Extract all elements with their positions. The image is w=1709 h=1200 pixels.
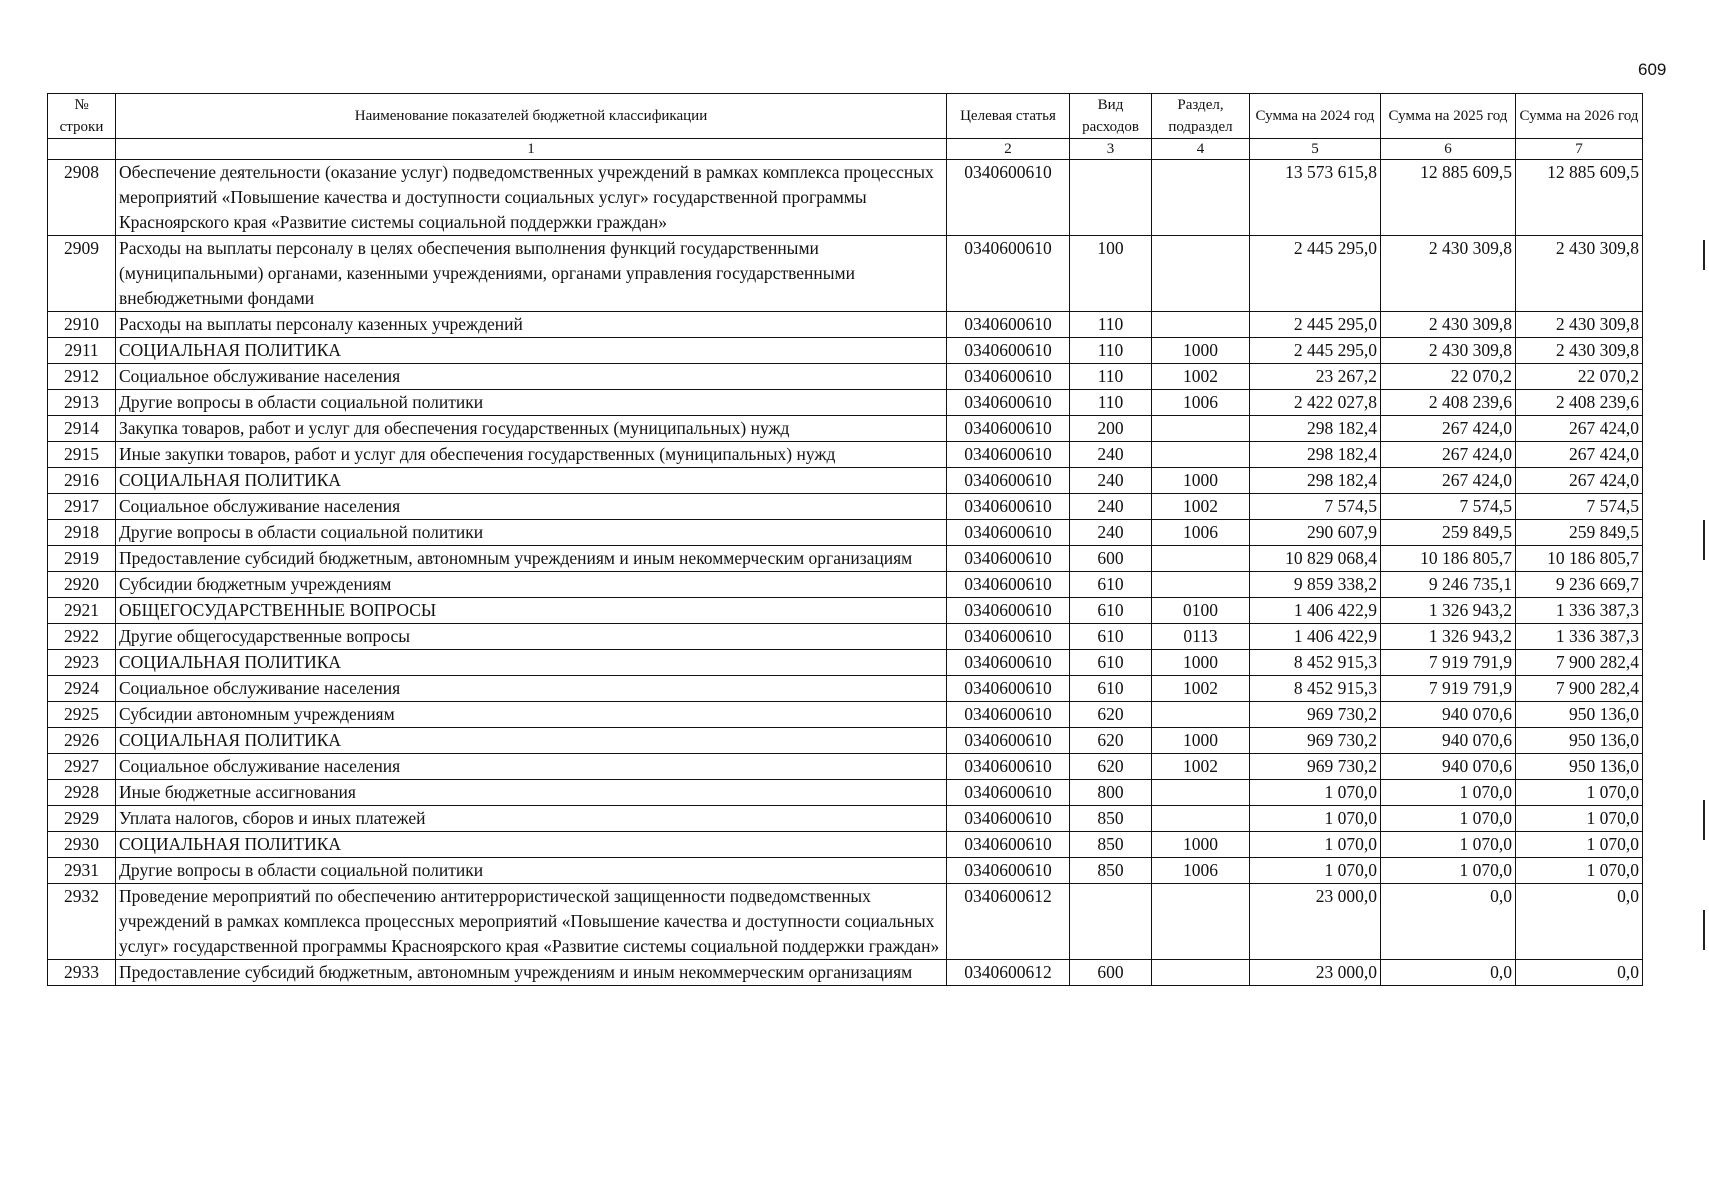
row-expense-type: 620 [1070, 728, 1152, 754]
row-section: 1000 [1152, 650, 1250, 676]
row-number: 2929 [48, 806, 116, 832]
row-amount-2024: 1 070,0 [1250, 832, 1381, 858]
colnum: 7 [1516, 139, 1643, 160]
table-row [48, 676, 1643, 702]
row-section: 1002 [1152, 676, 1250, 702]
row-expense-type: 240 [1070, 442, 1152, 468]
row-expense-type: 610 [1070, 624, 1152, 650]
row-name: Социальное обслуживание населения [116, 364, 947, 390]
row-section: 1006 [1152, 858, 1250, 884]
row-name: Другие вопросы в области социальной политики [116, 858, 947, 884]
row-target-article: 0340600610 [947, 572, 1070, 598]
row-section: 1000 [1152, 338, 1250, 364]
row-section [1152, 416, 1250, 442]
row-name: Проведение мероприятий по обеспечению антитеррористической защищенности подведомственных учреждений в рамках комплекса процессных мероприятий «Повышение качества и доступности социальных услуг» государственной программы Красноярского края «Развитие системы социальной поддержки граждан» [116, 884, 947, 960]
row-amount-2024: 7 574,5 [1250, 494, 1381, 520]
table-row [48, 236, 1643, 312]
row-amount-2026: 9 236 669,7 [1516, 572, 1643, 598]
row-amount-2024: 298 182,4 [1250, 416, 1381, 442]
row-amount-2025: 267 424,0 [1381, 468, 1516, 494]
table-row [48, 884, 1643, 960]
row-target-article: 0340600610 [947, 390, 1070, 416]
table-row [48, 960, 1643, 986]
row-amount-2025: 940 070,6 [1381, 702, 1516, 728]
row-expense-type: 240 [1070, 520, 1152, 546]
header-amount-2025: Сумма на 2025 год [1381, 94, 1516, 139]
header-section: Раздел, подраздел [1152, 94, 1250, 139]
row-expense-type: 610 [1070, 598, 1152, 624]
row-name: Расходы на выплаты персоналу в целях обеспечения выполнения функций государственными (муниципальными) органами, казенными учреждениями, органами управления государственными внебюджетными фондами [116, 236, 947, 312]
row-number: 2918 [48, 520, 116, 546]
row-target-article: 0340600610 [947, 468, 1070, 494]
row-number: 2923 [48, 650, 116, 676]
row-number: 2914 [48, 416, 116, 442]
row-section [1152, 780, 1250, 806]
row-amount-2024: 2 445 295,0 [1250, 312, 1381, 338]
row-expense-type: 850 [1070, 832, 1152, 858]
row-amount-2026: 12 885 609,5 [1516, 160, 1643, 236]
row-target-article: 0340600610 [947, 442, 1070, 468]
row-amount-2025: 12 885 609,5 [1381, 160, 1516, 236]
row-name: Социальное обслуживание населения [116, 494, 947, 520]
header-name: Наименование показателей бюджетной классификации [116, 94, 947, 139]
row-target-article: 0340600610 [947, 160, 1070, 236]
colnum-blank [48, 139, 116, 160]
row-amount-2024: 1 406 422,9 [1250, 598, 1381, 624]
row-amount-2024: 1 070,0 [1250, 806, 1381, 832]
table-row [48, 416, 1643, 442]
row-amount-2025: 0,0 [1381, 884, 1516, 960]
table-header-row [48, 94, 1643, 139]
row-amount-2026: 7 900 282,4 [1516, 676, 1643, 702]
row-target-article: 0340600610 [947, 780, 1070, 806]
scan-edge-mark [1703, 520, 1705, 560]
row-amount-2026: 267 424,0 [1516, 468, 1643, 494]
row-name: ОБЩЕГОСУДАРСТВЕННЫЕ ВОПРОСЫ [116, 598, 947, 624]
row-target-article: 0340600610 [947, 546, 1070, 572]
row-amount-2025: 1 070,0 [1381, 806, 1516, 832]
table-body [48, 160, 1643, 986]
row-amount-2026: 10 186 805,7 [1516, 546, 1643, 572]
row-target-article: 0340600610 [947, 598, 1070, 624]
row-expense-type: 610 [1070, 572, 1152, 598]
row-amount-2026: 2 430 309,8 [1516, 338, 1643, 364]
row-section [1152, 236, 1250, 312]
row-section: 1000 [1152, 468, 1250, 494]
row-amount-2025: 9 246 735,1 [1381, 572, 1516, 598]
table-row [48, 572, 1643, 598]
row-number: 2908 [48, 160, 116, 236]
column-number-row [48, 139, 1643, 160]
table-row [48, 754, 1643, 780]
scan-edge-mark [1703, 910, 1705, 950]
row-amount-2026: 267 424,0 [1516, 442, 1643, 468]
row-target-article: 0340600610 [947, 236, 1070, 312]
row-target-article: 0340600610 [947, 676, 1070, 702]
row-number: 2932 [48, 884, 116, 960]
row-expense-type: 100 [1070, 236, 1152, 312]
row-expense-type: 800 [1070, 780, 1152, 806]
row-expense-type: 200 [1070, 416, 1152, 442]
row-amount-2025: 0,0 [1381, 960, 1516, 986]
row-expense-type: 850 [1070, 806, 1152, 832]
row-target-article: 0340600610 [947, 806, 1070, 832]
table-row [48, 364, 1643, 390]
row-target-article: 0340600610 [947, 754, 1070, 780]
row-number: 2930 [48, 832, 116, 858]
row-target-article: 0340600610 [947, 312, 1070, 338]
row-section [1152, 702, 1250, 728]
row-name: Другие вопросы в области социальной политики [116, 520, 947, 546]
row-expense-type [1070, 884, 1152, 960]
row-amount-2024: 10 829 068,4 [1250, 546, 1381, 572]
row-section [1152, 806, 1250, 832]
colnum: 2 [947, 139, 1070, 160]
row-amount-2025: 1 070,0 [1381, 858, 1516, 884]
row-amount-2025: 259 849,5 [1381, 520, 1516, 546]
row-expense-type: 110 [1070, 338, 1152, 364]
row-amount-2024: 2 422 027,8 [1250, 390, 1381, 416]
header-type: Вид расходов [1070, 94, 1152, 139]
row-amount-2025: 267 424,0 [1381, 442, 1516, 468]
row-number: 2924 [48, 676, 116, 702]
row-section: 1000 [1152, 728, 1250, 754]
colnum: 4 [1152, 139, 1250, 160]
table-row [48, 806, 1643, 832]
row-section: 1002 [1152, 754, 1250, 780]
row-amount-2024: 298 182,4 [1250, 468, 1381, 494]
row-number: 2928 [48, 780, 116, 806]
row-section [1152, 960, 1250, 986]
table-row [48, 832, 1643, 858]
row-amount-2026: 950 136,0 [1516, 754, 1643, 780]
row-amount-2024: 969 730,2 [1250, 702, 1381, 728]
row-amount-2026: 7 574,5 [1516, 494, 1643, 520]
row-amount-2026: 1 336 387,3 [1516, 598, 1643, 624]
row-amount-2025: 7 919 791,9 [1381, 676, 1516, 702]
row-amount-2025: 7 574,5 [1381, 494, 1516, 520]
row-number: 2933 [48, 960, 116, 986]
row-target-article: 0340600610 [947, 728, 1070, 754]
table-row [48, 546, 1643, 572]
row-amount-2026: 1 070,0 [1516, 858, 1643, 884]
row-name: СОЦИАЛЬНАЯ ПОЛИТИКА [116, 468, 947, 494]
colnum: 3 [1070, 139, 1152, 160]
row-name: Социальное обслуживание населения [116, 676, 947, 702]
table-row [48, 598, 1643, 624]
row-section: 1002 [1152, 494, 1250, 520]
table-row [48, 624, 1643, 650]
row-amount-2025: 1 070,0 [1381, 832, 1516, 858]
row-amount-2025: 1 070,0 [1381, 780, 1516, 806]
row-amount-2026: 0,0 [1516, 884, 1643, 960]
row-name: Социальное обслуживание населения [116, 754, 947, 780]
row-expense-type: 240 [1070, 494, 1152, 520]
row-section [1152, 442, 1250, 468]
row-amount-2024: 23 000,0 [1250, 884, 1381, 960]
row-expense-type: 110 [1070, 312, 1152, 338]
row-amount-2025: 10 186 805,7 [1381, 546, 1516, 572]
row-section: 1006 [1152, 390, 1250, 416]
row-expense-type: 600 [1070, 960, 1152, 986]
row-section: 0100 [1152, 598, 1250, 624]
row-expense-type: 620 [1070, 702, 1152, 728]
row-name: Предоставление субсидий бюджетным, автономным учреждениям и иным некоммерческим организациям [116, 546, 947, 572]
row-amount-2026: 1 336 387,3 [1516, 624, 1643, 650]
table-row [48, 520, 1643, 546]
row-name: СОЦИАЛЬНАЯ ПОЛИТИКА [116, 832, 947, 858]
budget-table [47, 93, 1643, 986]
row-amount-2025: 7 919 791,9 [1381, 650, 1516, 676]
row-amount-2026: 2 408 239,6 [1516, 390, 1643, 416]
row-expense-type: 110 [1070, 364, 1152, 390]
row-expense-type: 610 [1070, 650, 1152, 676]
row-amount-2024: 298 182,4 [1250, 442, 1381, 468]
header-amount-2026: Сумма на 2026 год [1516, 94, 1643, 139]
row-amount-2025: 267 424,0 [1381, 416, 1516, 442]
colnum: 5 [1250, 139, 1381, 160]
row-amount-2024: 23 267,2 [1250, 364, 1381, 390]
row-amount-2025: 2 430 309,8 [1381, 312, 1516, 338]
row-section: 1002 [1152, 364, 1250, 390]
row-name: Закупка товаров, работ и услуг для обеспечения государственных (муниципальных) нужд [116, 416, 947, 442]
row-expense-type: 620 [1070, 754, 1152, 780]
row-amount-2026: 950 136,0 [1516, 702, 1643, 728]
row-target-article: 0340600612 [947, 960, 1070, 986]
row-amount-2025: 22 070,2 [1381, 364, 1516, 390]
row-number: 2926 [48, 728, 116, 754]
row-number: 2931 [48, 858, 116, 884]
row-expense-type: 600 [1070, 546, 1152, 572]
table-row [48, 160, 1643, 236]
row-section [1152, 572, 1250, 598]
row-amount-2024: 1 070,0 [1250, 858, 1381, 884]
table-row [48, 312, 1643, 338]
row-number: 2912 [48, 364, 116, 390]
row-amount-2026: 1 070,0 [1516, 780, 1643, 806]
row-amount-2026: 22 070,2 [1516, 364, 1643, 390]
row-target-article: 0340600610 [947, 858, 1070, 884]
row-name: Иные закупки товаров, работ и услуг для обеспечения государственных (муниципальных) нужд [116, 442, 947, 468]
row-amount-2024: 290 607,9 [1250, 520, 1381, 546]
row-name: Субсидии бюджетным учреждениям [116, 572, 947, 598]
row-amount-2024: 1 070,0 [1250, 780, 1381, 806]
row-target-article: 0340600610 [947, 338, 1070, 364]
row-number: 2909 [48, 236, 116, 312]
row-target-article: 0340600612 [947, 884, 1070, 960]
row-amount-2024: 969 730,2 [1250, 728, 1381, 754]
row-amount-2025: 2 430 309,8 [1381, 236, 1516, 312]
row-section [1152, 884, 1250, 960]
row-section: 1006 [1152, 520, 1250, 546]
row-number: 2920 [48, 572, 116, 598]
row-amount-2026: 259 849,5 [1516, 520, 1643, 546]
row-amount-2026: 1 070,0 [1516, 806, 1643, 832]
row-number: 2911 [48, 338, 116, 364]
row-amount-2026: 7 900 282,4 [1516, 650, 1643, 676]
row-section: 0113 [1152, 624, 1250, 650]
row-amount-2026: 0,0 [1516, 960, 1643, 986]
colnum: 1 [116, 139, 947, 160]
row-target-article: 0340600610 [947, 832, 1070, 858]
row-amount-2025: 940 070,6 [1381, 728, 1516, 754]
row-section [1152, 546, 1250, 572]
row-section [1152, 312, 1250, 338]
row-name: Субсидии автономным учреждениям [116, 702, 947, 728]
row-name: Иные бюджетные ассигнования [116, 780, 947, 806]
row-target-article: 0340600610 [947, 520, 1070, 546]
header-amount-2024: Сумма на 2024 год [1250, 94, 1381, 139]
row-name: Другие вопросы в области социальной политики [116, 390, 947, 416]
table-row [48, 702, 1643, 728]
row-name: Обеспечение деятельности (оказание услуг) подведомственных учреждений в рамках комплекса процессных мероприятий «Повышение качества и доступности социальных услуг» государственной программы Красноярского края «Развитие системы социальной поддержки граждан» [116, 160, 947, 236]
row-expense-type: 610 [1070, 676, 1152, 702]
row-amount-2024: 8 452 915,3 [1250, 676, 1381, 702]
row-amount-2026: 2 430 309,8 [1516, 312, 1643, 338]
row-amount-2024: 9 859 338,2 [1250, 572, 1381, 598]
row-expense-type: 110 [1070, 390, 1152, 416]
row-expense-type: 240 [1070, 468, 1152, 494]
row-name: Уплата налогов, сборов и иных платежей [116, 806, 947, 832]
row-target-article: 0340600610 [947, 702, 1070, 728]
table-row [48, 858, 1643, 884]
row-name: Расходы на выплаты персоналу казенных учреждений [116, 312, 947, 338]
header-code: Целевая статья [947, 94, 1070, 139]
row-number: 2927 [48, 754, 116, 780]
row-amount-2024: 2 445 295,0 [1250, 338, 1381, 364]
row-number: 2913 [48, 390, 116, 416]
row-number: 2921 [48, 598, 116, 624]
row-amount-2026: 1 070,0 [1516, 832, 1643, 858]
row-name: Другие общегосударственные вопросы [116, 624, 947, 650]
row-amount-2024: 23 000,0 [1250, 960, 1381, 986]
table-row [48, 468, 1643, 494]
row-target-article: 0340600610 [947, 364, 1070, 390]
row-number: 2925 [48, 702, 116, 728]
row-number: 2919 [48, 546, 116, 572]
header-row-no: № строки [48, 94, 116, 139]
row-number: 2915 [48, 442, 116, 468]
row-expense-type: 850 [1070, 858, 1152, 884]
table-row [48, 390, 1643, 416]
row-amount-2025: 2 430 309,8 [1381, 338, 1516, 364]
row-number: 2922 [48, 624, 116, 650]
row-target-article: 0340600610 [947, 624, 1070, 650]
scan-edge-mark [1703, 800, 1705, 840]
row-target-article: 0340600610 [947, 416, 1070, 442]
row-number: 2910 [48, 312, 116, 338]
page-number: 609 [1638, 60, 1667, 79]
row-target-article: 0340600610 [947, 650, 1070, 676]
row-number: 2917 [48, 494, 116, 520]
row-target-article: 0340600610 [947, 494, 1070, 520]
table-row [48, 494, 1643, 520]
row-name: СОЦИАЛЬНАЯ ПОЛИТИКА [116, 650, 947, 676]
row-section [1152, 160, 1250, 236]
table-row [48, 442, 1643, 468]
row-amount-2026: 267 424,0 [1516, 416, 1643, 442]
row-amount-2025: 1 326 943,2 [1381, 598, 1516, 624]
row-name: Предоставление субсидий бюджетным, автономным учреждениям и иным некоммерческим организациям [116, 960, 947, 986]
table-row [48, 650, 1643, 676]
row-name: СОЦИАЛЬНАЯ ПОЛИТИКА [116, 728, 947, 754]
row-name: СОЦИАЛЬНАЯ ПОЛИТИКА [116, 338, 947, 364]
row-amount-2025: 2 408 239,6 [1381, 390, 1516, 416]
row-number: 2916 [48, 468, 116, 494]
row-amount-2024: 13 573 615,8 [1250, 160, 1381, 236]
row-expense-type [1070, 160, 1152, 236]
row-amount-2024: 2 445 295,0 [1250, 236, 1381, 312]
colnum: 6 [1381, 139, 1516, 160]
table-row [48, 728, 1643, 754]
row-amount-2026: 2 430 309,8 [1516, 236, 1643, 312]
table-row [48, 338, 1643, 364]
scan-edge-mark [1703, 240, 1705, 270]
table-row [48, 780, 1643, 806]
row-amount-2026: 950 136,0 [1516, 728, 1643, 754]
row-amount-2024: 969 730,2 [1250, 754, 1381, 780]
row-section: 1000 [1152, 832, 1250, 858]
row-amount-2024: 1 406 422,9 [1250, 624, 1381, 650]
row-amount-2025: 1 326 943,2 [1381, 624, 1516, 650]
row-amount-2024: 8 452 915,3 [1250, 650, 1381, 676]
row-amount-2025: 940 070,6 [1381, 754, 1516, 780]
